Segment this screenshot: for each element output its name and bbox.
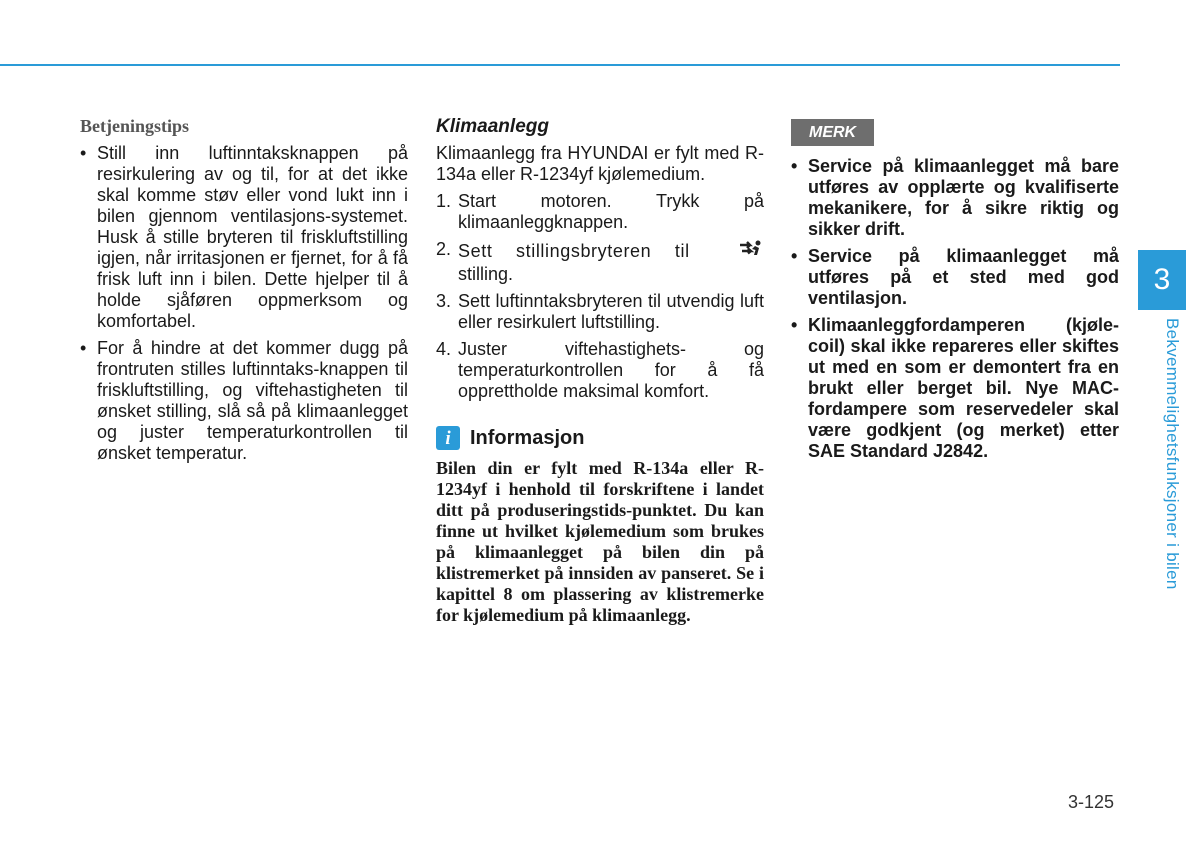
- header-rule: [0, 64, 1120, 66]
- step-text: Start motoren. Trykk på klimaanleggknappen.: [458, 191, 764, 232]
- note-list: [791, 156, 1119, 462]
- note-badge: MERK: [791, 119, 874, 146]
- list-item: [436, 339, 764, 402]
- step-text: Juster viftehastighets- og temperaturkontrollen for å få opprettholde maksimal komfort.: [458, 339, 764, 401]
- step-number: 3.: [436, 291, 452, 311]
- list-item: • Service på klimaanlegget må bare utføres av opplærte og kvalifiserte mekanikere, for å sikre riktig og sikker drift.: [791, 156, 1119, 240]
- list-item: • Klimaanleggfordamperen (kjøle-coil) skal ikke repareres eller skiftes ut med en som er demontert fra en brukt eller berget bil. Nye MAC-fordampere som reservedeler skal være godkjent (og merket) etter SAE Standard J2842.: [791, 315, 1119, 462]
- page-number: 3-125: [1068, 792, 1115, 812]
- step-number: 2.: [436, 239, 452, 259]
- step-number: 1.: [436, 191, 452, 211]
- list-item: • For å hindre at det kommer dugg på frontruten stilles luftinntaks-knappen til friskluftstilling, og viftehastigheten til ønsket stilling, slå så på klimaanlegget og juster temperaturkontrollen til ønsket temperatur.: [80, 338, 408, 464]
- tips-heading: Betjeningstips: [80, 116, 190, 136]
- info-body: Bilen din er fylt med R-134a eller R-1234yf i henhold til forskriftene i landet ditt på produseringstids-punktet. Du kan finne ut hvilket kjølemedium som brukes på klimaanlegget på bilen din på klistremerket på innsiden av panseret. Se i kapittel 8 om plassering av klistremerke for kjølemedium på klimaanlegg.: [436, 458, 764, 625]
- step-text: Sett luftinntaksbryteren til utvendig luft eller resirkulert luftstilling.: [458, 291, 764, 332]
- info-title: Informasjon: [470, 426, 585, 449]
- column-klimaanlegg: [436, 116, 764, 626]
- column-tips: [80, 116, 408, 470]
- section-heading: Klimaanlegg: [436, 116, 549, 137]
- steps-list: [436, 191, 764, 402]
- list-item: [436, 191, 764, 233]
- intro-paragraph: Klimaanlegg fra HYUNDAI er fylt med R-134a eller R-1234yf kjølemedium.: [436, 143, 764, 184]
- vent-mode-icon: [738, 239, 764, 264]
- tips-list: [80, 143, 408, 464]
- column-merk: [791, 116, 1119, 468]
- list-item: • Still inn luftinntaksknappen på resirkulering av og til, for at det ikke skal komme støv eller vond lukt inn i bilen gjennom ventilasjons-systemet. Husk å stille bryteren til friskluftstilling igjen, når irritasjonen er fjernet, for å få frisk luft inn i bilen. Dette hjelper til å holde sjåføren oppmerksom og komfortabel.: [80, 143, 408, 332]
- list-item: • Service på klimaanlegget må utføres på et sted med god ventilasjon.: [791, 246, 1119, 309]
- step-number: 4.: [436, 339, 452, 359]
- chapter-title: Bekvemmelighetsfunksjoner i bilen: [1163, 318, 1182, 590]
- list-item: [436, 291, 764, 333]
- step-text: Sett stillingsbryteren til: [458, 241, 690, 261]
- list-item: [436, 239, 764, 285]
- chapter-tab: 3: [1138, 250, 1186, 310]
- info-header: [436, 426, 764, 450]
- step-text-after: stilling.: [458, 264, 514, 284]
- info-icon: i: [436, 426, 460, 450]
